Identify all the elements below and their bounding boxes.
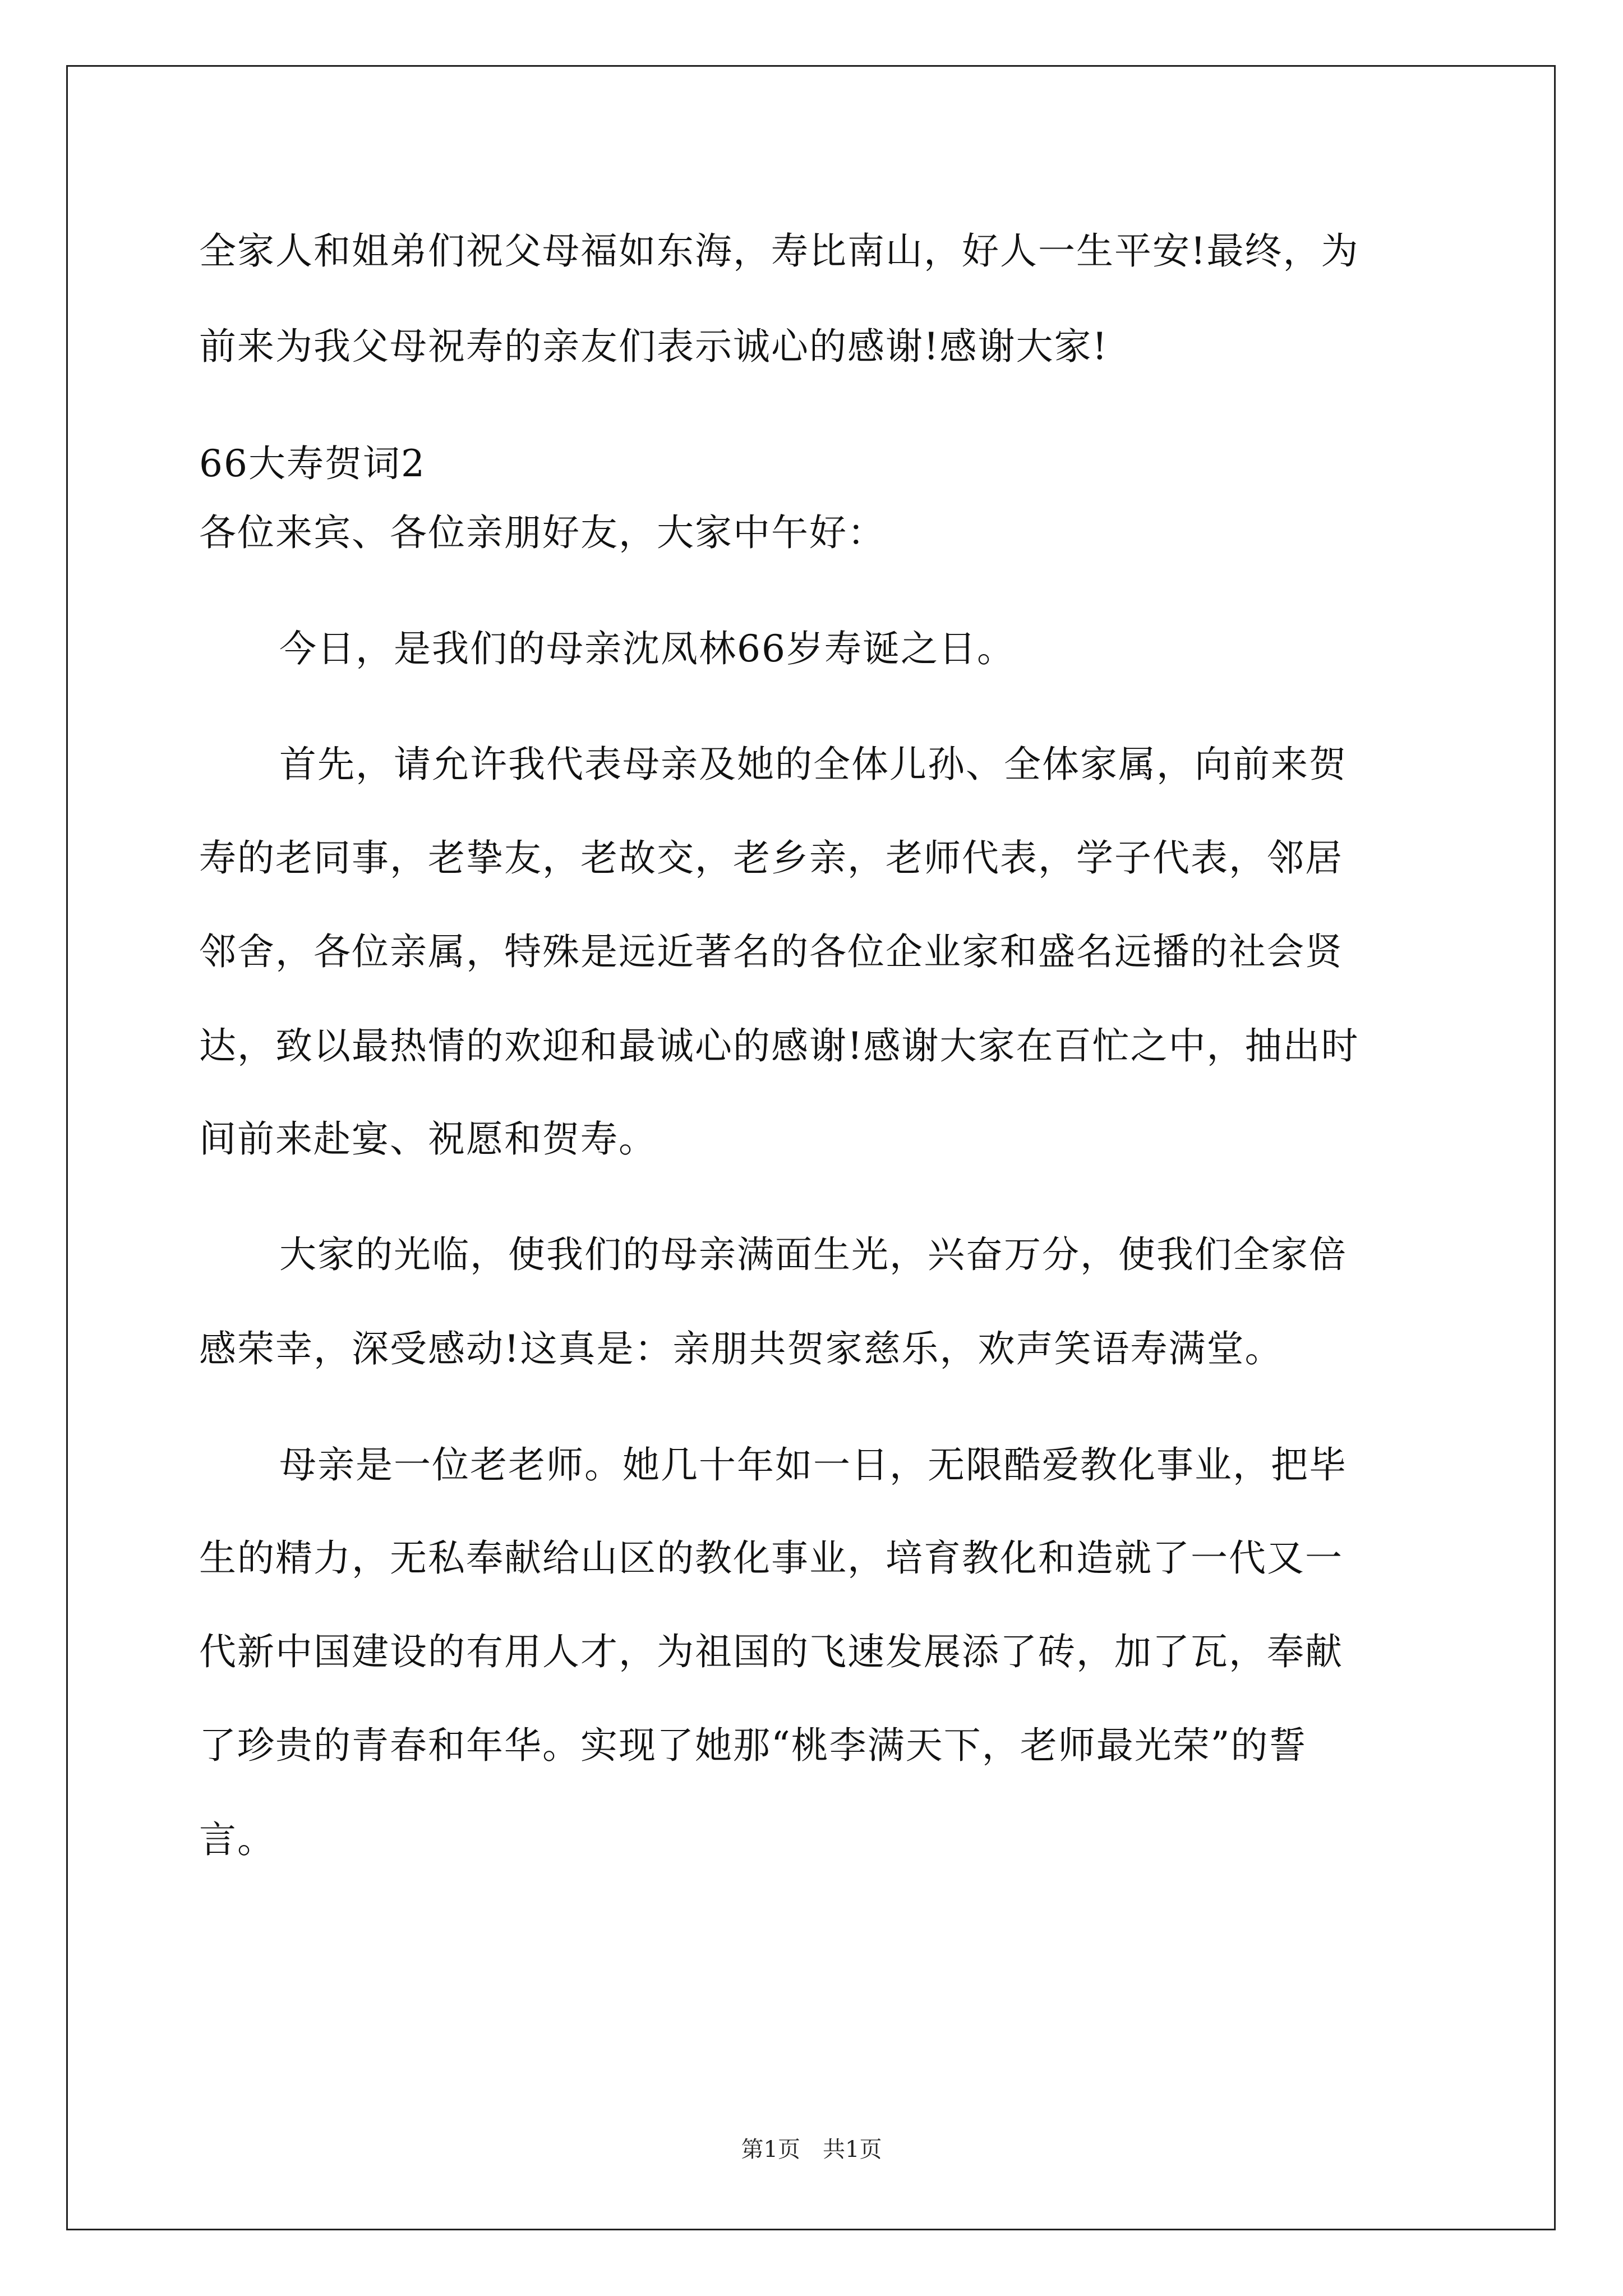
paragraph-line: 今日，是我们的母亲沈凤林66岁寿诞之日。: [279, 627, 1015, 670]
paragraph-line: 言。: [199, 1818, 275, 1861]
paragraph-line: 达，致以最热情的欢迎和最诚心的感谢!感谢大家在百忙之中，抽出时: [199, 1024, 1359, 1068]
paragraph-line: 全家人和姐弟们祝父母福如东海，寿比南山，好人一生平安!最终，为: [199, 229, 1359, 273]
paragraph-line: 前来为我父母祝寿的亲友们表示诚心的感谢!感谢大家!: [199, 325, 1109, 368]
paragraph-line: 邻舍，各位亲属，特殊是远近著名的各位企业家和盛名远播的社会贤: [199, 930, 1343, 973]
section-heading: 66大寿贺词2: [199, 442, 426, 485]
paragraph-line: 了珍贵的青春和年华。实现了她那“桃李满天下，老师最光荣”的誓: [199, 1724, 1307, 1767]
paragraph-line: 寿的老同事，老挚友，老故交，老乡亲，老师代表，学子代表，邻居: [199, 836, 1343, 880]
paragraph-line: 首先，请允许我代表母亲及她的全体儿孙、全体家属，向前来贺: [279, 743, 1347, 786]
page-number-footer: 第1页 共1页: [741, 2137, 882, 2162]
paragraph-line: 间前来赴宴、祝愿和贺寿。: [199, 1117, 657, 1161]
paragraph-line: 母亲是一位老老师。她几十年如一日，无限酷爱教化事业，把毕: [279, 1443, 1347, 1487]
paragraph-line: 生的精力，无私奉献给山区的教化事业，培育教化和造就了一代又一: [199, 1536, 1343, 1580]
paragraph-line: 代新中国建设的有用人才，为祖国的飞速发展添了砖，加了瓦，奉献: [199, 1630, 1343, 1673]
paragraph-line: 大家的光临，使我们的母亲满面生光，兴奋万分，使我们全家倍: [279, 1233, 1347, 1276]
paragraph-line: 感荣幸，深受感动!这真是：亲朋共贺家慈乐，欢声笑语寿满堂。: [199, 1327, 1283, 1370]
salutation-line: 各位来宾、各位亲朋好友，大家中午好：: [199, 511, 886, 554]
